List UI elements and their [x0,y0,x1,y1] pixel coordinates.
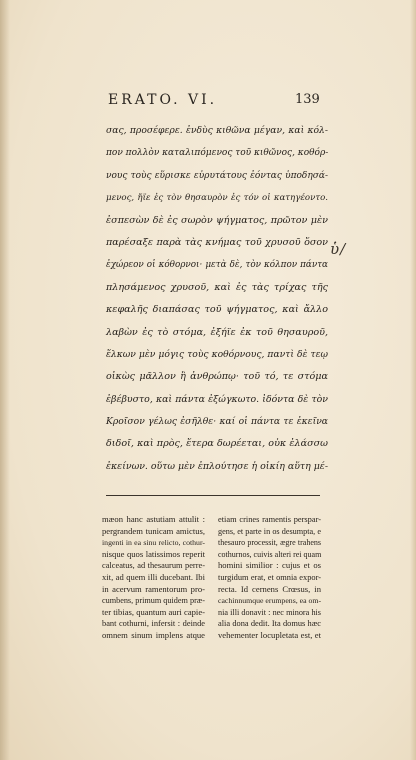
latin-text-line: bant cothurni, infersit : deinde [102,619,205,629]
greek-text-line: Κροῖσον γέλως ἐσῆλθε· καί οἱ πάντα τε ἐκεῖνα [106,416,328,428]
greek-text-line: λαβὼν ἐς τὸ στόμα, ἐξήϊε ἐκ τοῦ θησαυροῦ, [106,326,328,338]
latin-text-line: nisque quos latissimos reperit [102,548,205,559]
latin-text-line: ingenti in ea sinu relicto, cothur- [102,538,205,548]
greek-text-line: μενος, ἤϊε ἐς τὸν θησαυρὸν ἐς τόν οἱ κατηγέοντο. [106,193,328,204]
greek-text-line: κεφαλῆς διαπάσας τοῦ ψήγματος, καὶ ἄλλο [106,304,328,316]
greek-text-line: παρέσαξε παρὰ τὰς κνήμας τοῦ χρυσοῦ ὅσον [106,236,328,248]
latin-text-line: etiam crines ramentis perspar- [218,515,321,524]
greek-text-line: πον πολλὸν καταλιπόμενος τοῦ κιθῶνος, κοθόρ- [106,148,329,159]
latin-text-line: homini similior : cujus et os [218,560,321,571]
page-edge-shadow [410,0,416,760]
greek-text-line: διδοῖ, καὶ πρὸς, ἕτερα δωρέεται, οὐκ ἐλάσσω [106,438,328,450]
latin-text-line: cothurnos, cuivis alteri rei quam [218,549,322,559]
latin-text-line: mæon hanc astutiam attulit : [102,514,205,524]
greek-text-line: ἐβέβυστο, καὶ πάντα ἐξώγκωτο. ἰδόντα δὲ τὸν [106,393,328,405]
latin-text-line: turgidum erat, et omnia expor- [218,572,321,582]
latin-text-line: omnem sinum implens atque [102,629,205,640]
greek-text-line: νους τοὺς εὕρισκε εὐρυτάτους ἐόντας ὑποδησά- [106,170,328,181]
latin-text-line: alia dona dedit. Ita domus hæc [218,619,321,629]
latin-text-line: calceatus, ad thesaurum perre- [102,561,205,571]
latin-text-line: vehementer locupletata est, et [218,629,321,640]
greek-text-line: σας, προσέφερε. ἐνδὺς κιθῶνα μέγαν, καὶ κόλ- [106,125,328,136]
greek-text-line: πλησάμενος χρυσοῦ, καὶ ἐς τὰς τρίχας τῆς [106,281,328,293]
greek-text-block [106,120,328,478]
greek-text-line: οἰκὼς μᾶλλον ἢ ἀνθρώπῳ· τοῦ τό, τε στόμα [106,371,328,383]
greek-text-line: ἕλκων μὲν μόγις τοὺς κοθόρνους, παντὶ δὲ τεῳ [106,348,328,360]
latin-translation-right-column [218,514,321,642]
latin-text-line: nia illi donavit : nec minora his [218,607,321,617]
page-number: 139 [295,92,320,107]
footnote-divider [106,495,320,496]
latin-text-line: in acervum ramentorum pro- [102,583,205,594]
latin-text-line: recta. Id cernens Crœsus, in [218,583,321,594]
latin-text-line: xit, ad quem illi ducebant. Ibi [102,571,205,582]
latin-text-line: pergrandem tunicam amictus, [102,525,205,536]
running-head: ERATO. VI. [108,92,218,108]
latin-text-line: gens, et parte in os desumpta, e [218,526,321,536]
greek-text-line: ἐκείνων. οὕτω μὲν ἐπλούτησε ἡ οἰκίη αὕτη μέ- [106,460,328,472]
greek-text-line: ἐχώρεον οἱ κόθορνοι· μετὰ δὲ, τὸν κόλπον πάντα [106,260,328,271]
latin-text-line: cachinnumque erumpens, ea om- [218,596,322,606]
handwritten-margin-note: ὑ/ [330,240,347,258]
latin-translation-left-column [102,514,205,642]
latin-text-line: thesauro processit, ægre trahens [218,538,321,548]
greek-text-line: ἐσπεσὼν δὲ ἐς σωρὸν ψήγματος, πρῶτον μὲν [106,214,328,226]
latin-text-line: cumbens, primum quidem præ- [102,596,205,606]
page-gutter-shadow [0,0,10,760]
latin-text-line: ter tibias, quantum auri capie- [102,606,205,617]
